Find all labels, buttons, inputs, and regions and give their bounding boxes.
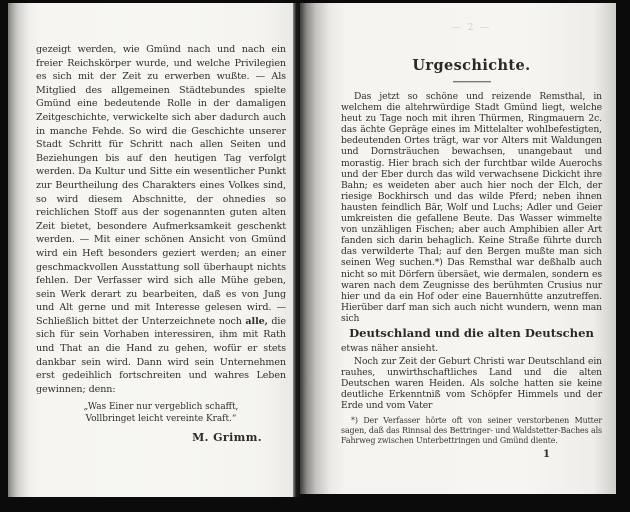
author-signature: M. Grimm.	[192, 431, 262, 445]
right-page-text-column	[341, 23, 602, 460]
left-page-text-column	[36, 43, 286, 444]
page-number: 1	[543, 449, 550, 461]
heading-rule	[453, 81, 491, 83]
footnote: *) Der Verfasser hörte oft von seiner verstorbenen Mutter sagen, daß das Rinnsal des Bettringer- und Waldstetter-Baches als Fahrweg zwischen Unterbettringen und Gmünd diente.	[341, 416, 602, 446]
verse-quote-line-1: „Was Einer nur vergeblich schafft,	[83, 402, 239, 413]
book-gutter	[293, 3, 300, 497]
left-page-paragraph	[36, 43, 286, 396]
right-page	[300, 3, 616, 494]
section-subheading: Deutschland und die alten Deutschen	[349, 325, 594, 340]
left-paragraph-bold-word: alle,	[245, 315, 268, 327]
verse-quote	[36, 402, 286, 425]
right-page-paragraph-1: Das jetzt so schöne und reizende Remsthal, in welchem die altehrwürdige Stadt Gmünd liegt, welche heut zu Tage noch mit ihren Thürmen, Ringmauern 2c. das ächte Gepräge eines im Mittelalter wohlbefestigten, bedeutenden Ortes trägt, war vor Alters mit Waldungen und Dornsträuchen bewachsen, unangebaut und morastig. Hier brach sich der furchtbar wilde Auerochs und der Eber durch das wild verwachsene Dickicht ihre Bahn; es weideten aber auch hier noch der Elch, der riesige Bockhirsch und das wilde Pferd; neben ihnen hausten feindlich Bär, Wolf und Luchs; Adler und Geier umkreisten die gefallene Beute. Das Wasser wimmelte von unzähligen Fischen; aber auch Amphibien aller Art fanden sich darin behaglich. Keine Straße führte durch das verwilderte Thal; auf den Bergen mußte man sich seinen Weg suchen.*) Das Remsthal war deßhalb auch nicht so mit Dörfern übersäet, wie dermalen, sondern es waren nach dem Zeugnisse des berühmten Crusius nur hier und da ein Hof oder eine Bauernhütte anzutreffen. Hierüber darf man sich auch nicht wundern, wenn man sich	[341, 91, 602, 324]
left-paragraph-text-end: die sich für sein Vorhaben interessiren, ihm mit Rath und That an die Hand zu gehen, wofür er stets dankbar sein wird. Dann wird sein Unternehmen erst gedeihlich fortschreiten und wahres Leben gewinnen; denn:	[36, 315, 286, 395]
bleedthrough-page-number: — 2 —	[451, 23, 492, 33]
left-paragraph-text-start: gezeigt werden, wie Gmünd nach und nach ein freier Reichskörper wurde, und welche Privilegien es sich mit der Zeit zu erwerben wußte. — Als Mitglied des allgemeinen Städtebundes spielte Gmünd eine bedeutende Rolle in der damaligen Zeitgeschichte, verwickelte sich aber dadurch auch in manche Fehde. So wird die Geschichte unserer Stadt Schritt für Schritt nach allen Seiten und Beziehungen bis auf den heutigen Tag verfolgt werden. Da Kultur und Sitte ein wesentlicher Punkt zur Beurtheilung des Charakters eines Volkes sind, so wird diesem Abschnitte, der ohnedies so reichlichen Stoff aus der sogenannten guten alten Zeit bietet, besondere Aufmerksamkeit geschenkt werden. — Mit einer schönen Ansicht von Gmünd wird ein Heft besonders geziert werden; an einer geschmackvollen Ausstattung soll überhaupt nichts fehlen. Der Verfasser wird sich alle Mühe geben, sein Werk derart zu bearbeiten, daß es von Jung und Alt gerne und mit Interesse gelesen wird. — Schließlich bittet der Unterzeichnete noch	[36, 44, 286, 327]
left-page	[22, 3, 293, 497]
verse-quote-line-2: Vollbringet leicht vereinte Kraft.“	[85, 413, 237, 424]
chapter-heading: Urgeschichte.	[412, 57, 531, 74]
right-page-paragraph-2: Noch zur Zeit der Geburt Christi war Deutschland ein rauhes, unwirthschaftliches Land und die alten Deutschen waren Heiden. Als solche hatten sie keine deutliche Erkenntniß vom Schöpfer Himmels und der Erde und vom Vater	[341, 355, 602, 412]
subheading-continuation: etwas näher ansieht.	[341, 342, 439, 354]
page-edge-strip	[8, 3, 22, 497]
